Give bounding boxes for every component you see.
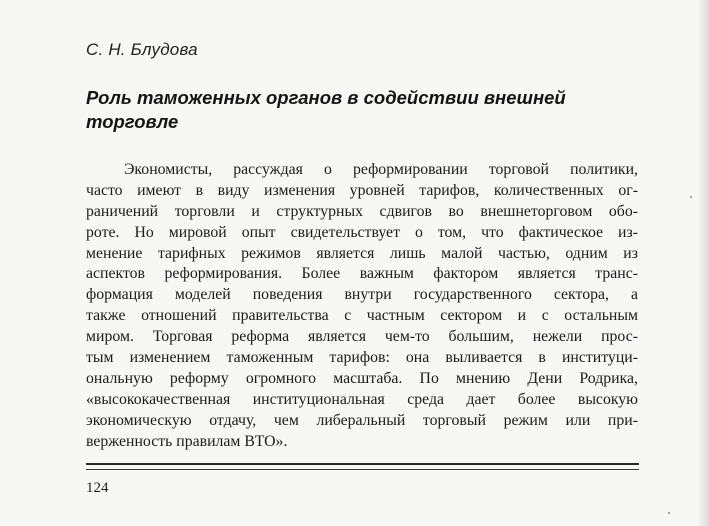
body-line: Экономисты, рассуждая о реформировании торговой политики, [124,161,638,178]
body-line: экономическую отдачу, чем либеральный торговый режим или при- [86,411,638,429]
article-body [86,160,638,452]
body-line: тым изменением таможенным тарифов: она выливается в институци- [86,349,638,367]
body-line: роте. Но мировой опыт свидетельствует о том, что фактическое из- [86,223,638,241]
title-line: Роль таможенных органов в содействии внешней [86,87,566,108]
body-line: также отношений правительства с частным сектором и с остальным [86,307,638,325]
author-name: С. Н. Блудова [86,40,198,59]
body-line: раничений торговли и структурных сдвигов во внешнеторговом обо- [86,202,638,220]
title-line: торговле [86,111,179,132]
page-number: 124 [86,480,109,496]
scan-speck [668,512,670,514]
footer-rule-thick [86,463,639,465]
body-line: миром. Торговая реформа является чем-то большим, нежели прос- [86,328,638,346]
body-line: аспектов реформирования. Более важным фактором является транс- [86,265,638,283]
scan-edge-shadow [697,0,709,526]
body-line: часто имеют в виду изменения уровней тарифов, количественных ог- [86,181,638,199]
scan-speck [690,196,692,198]
footer-rule-thin [86,469,639,470]
body-line: «высококачественная институциональная среда дает более высокую [86,390,638,408]
body-line: ональную реформу огромного масштаба. По мнению Дени Родрика, [86,369,638,387]
body-line: верженность правилам ВТО». [86,432,288,450]
body-line: менение тарифных режимов является лишь малой частью, одним из [86,244,638,262]
article-title [86,86,646,134]
body-line: формация моделей поведения внутри государственного сектора, а [86,286,638,304]
